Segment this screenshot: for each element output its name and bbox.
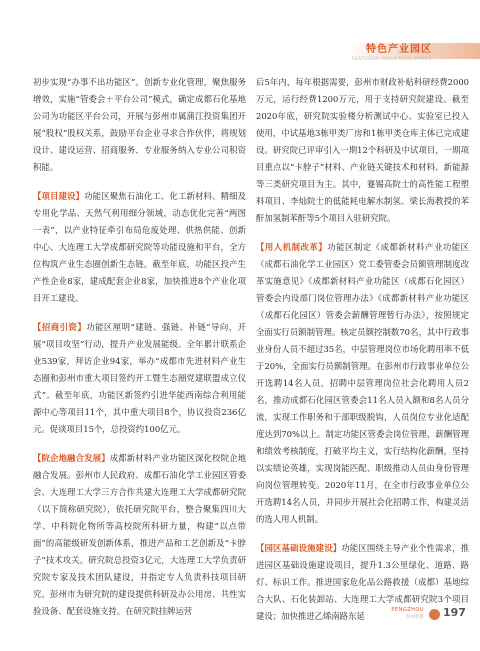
paragraph	[33, 74, 246, 176]
paragraph-tag: 【招商引资】	[33, 322, 87, 332]
page-number-dot	[429, 609, 440, 620]
left-column	[33, 74, 246, 632]
paragraph	[33, 319, 246, 438]
paragraph-text: 功能区围绕主导产业个性需求，推进园区基础设施建设项目，提升1.3公里绿化、道路、路灯、标识工作。推进国家危化品公路救援（成都）基地综合大队、石化装卸站、大连理工大学成都研究院3个项目建设；加快推进乙烯南路东延	[256, 543, 470, 621]
footer-brand: PENGZHOU	[391, 607, 424, 613]
paragraph-tag: 【项目建设】	[33, 191, 85, 201]
paragraph-text: 功能区制定《成都新材料产业功能区（成都石油化学工业园区）党工委管委会员额管理制度改革实施意见》《成都新材料产业功能区（成都石化园区）管委会内设部门岗位管理办法》《成都新材料产业功能区（成都石化园区）管委会薪酬管理暂行办法》，按照规定全面实行员额制管理。核定员额控制数70名，其中行政事业身份人员不超过35名，中层管理岗位市场化聘用率不低于20%，全面实行员额制管理。在彭州市行政事业单位公开选聘14名人员，招聘中层管理岗位社会化聘用人员2名，推动成都石化园区管委会11名人员入额和8名人员分流，实现工作职务和干部职级脱钩，人员岗位专业化适配度达到70%以上。制定功能区管委会岗位管理、薪酬管理和绩效考核制度，打破平均主义，实行结构化薪酬，坚持以实绩论英雄，实现岗能匹配、职级推动人员由身份管理向岗位管理转变。2020年11月，在全市行政事业单位公开选聘14名人员，并同步开展社会化招聘工作，构建灵活的选人用人机制。	[256, 242, 470, 524]
footer-brand-subtitle: 彭州年鉴	[406, 615, 424, 620]
paragraph-text: 功能区聚焦石油化工、化工新材料、精细及专用化学品、天然气利用细分领域，动态优化完善“两图一表”，以产业特征牵引布局危废处理、供热供能、创新中心、大连理工大学成都研究院等功能设施和平台，全方位构筑产业生态圈创新生态链。截至年底，功能区投产生产性企业8家，建成配套企业8家，加快推进8个产业化项目开工建设。	[33, 191, 246, 303]
paragraph-tag: 【院企地融合发展】	[33, 453, 110, 463]
paragraph-text: 成都新材料产业功能区深化校院企地融合发展。彭州市人民政府、成都石油化学工业园区管委会、大连理工大学三方合作共建大连理工大学成都研究院（以下简称研究院），依托研究院平台，整合聚集四川大学、中科院化物所等高校院所科研力量，构建“以点带面”的高能级研发创新体系，推进产品和工艺创新及“卡脖子”技术攻关。研究院总投资3亿元，大连理工大学负责研究院专家及技术团队建设，并指定专人负责科技项目研究。彭州市为研究院的建设提供科研及办公用房、共性实验设备、配套设施支持。在研究院挂牌运营	[33, 453, 246, 616]
paragraph	[33, 450, 246, 620]
right-column	[256, 74, 469, 637]
paragraph	[256, 239, 469, 528]
paragraph-tag: 【用人机制改革】	[256, 242, 328, 252]
top-margin	[0, 0, 480, 25]
paragraph-text: 后5年内，每年根据需要，彭州市财政补贴科研经费2000万元，运行经费1200万元，用于支持研究院建设。截至2020年底，研究院实验楼分析测试中心、实验室已投入使用，中试基地3栋甲类厂房和1栋甲类仓库主体已完成建设。研究院已评审引入一期12个科研及中试项目，一期项目重点以“卡脖子”材料、产业链关键技术和材料、新能源等三类研究项目为主。其中，蹇锡高院士的高性能工程塑料项目、李灿院士的低能耗电解水制氢、梁长海教授的苯酐加氢制苯酐等5个项目入驻研究院。	[256, 77, 469, 223]
paragraph	[33, 188, 246, 307]
paragraph-tag: 【园区基础设施建设】	[256, 543, 342, 553]
paragraph-text: 初步实现“办事不出功能区”。创新专业化管理，聚焦服务增效，实施“管委会＋平台公司”模式，确定成都石化基地公司为功能区平台公司，开展与彭州市属蒲江投资集团开展“股权”股权关系，鼓励平台企业寻求合作伙伴，将规划设计、建设运营、招商服务、专业服务纳入专业公司积资积能。	[33, 77, 246, 172]
paragraph	[256, 74, 469, 227]
paragraph-text: 功能区厘明“建链、强链、补链”导向，开展“项目攻坚”行动，提升产业发展能级。全年累计联系企业539家，拜访企业94家，举办“成都市先进材料产业生态圈和彭州市重大项目签约开工暨生态圈党建联盟成立仪式”。截至年底，功能区新签约引进华能西南综合利用能源中心等项目11个，其中重大项目8个，协议投资236亿元。促谈项目15个，总投资约100亿元。	[33, 322, 246, 434]
page-number: 197	[443, 606, 466, 619]
section-title: 特色产业园区	[366, 44, 432, 55]
section-subtitle: FEATURED INDUSTRIAL PARKS	[351, 57, 432, 62]
